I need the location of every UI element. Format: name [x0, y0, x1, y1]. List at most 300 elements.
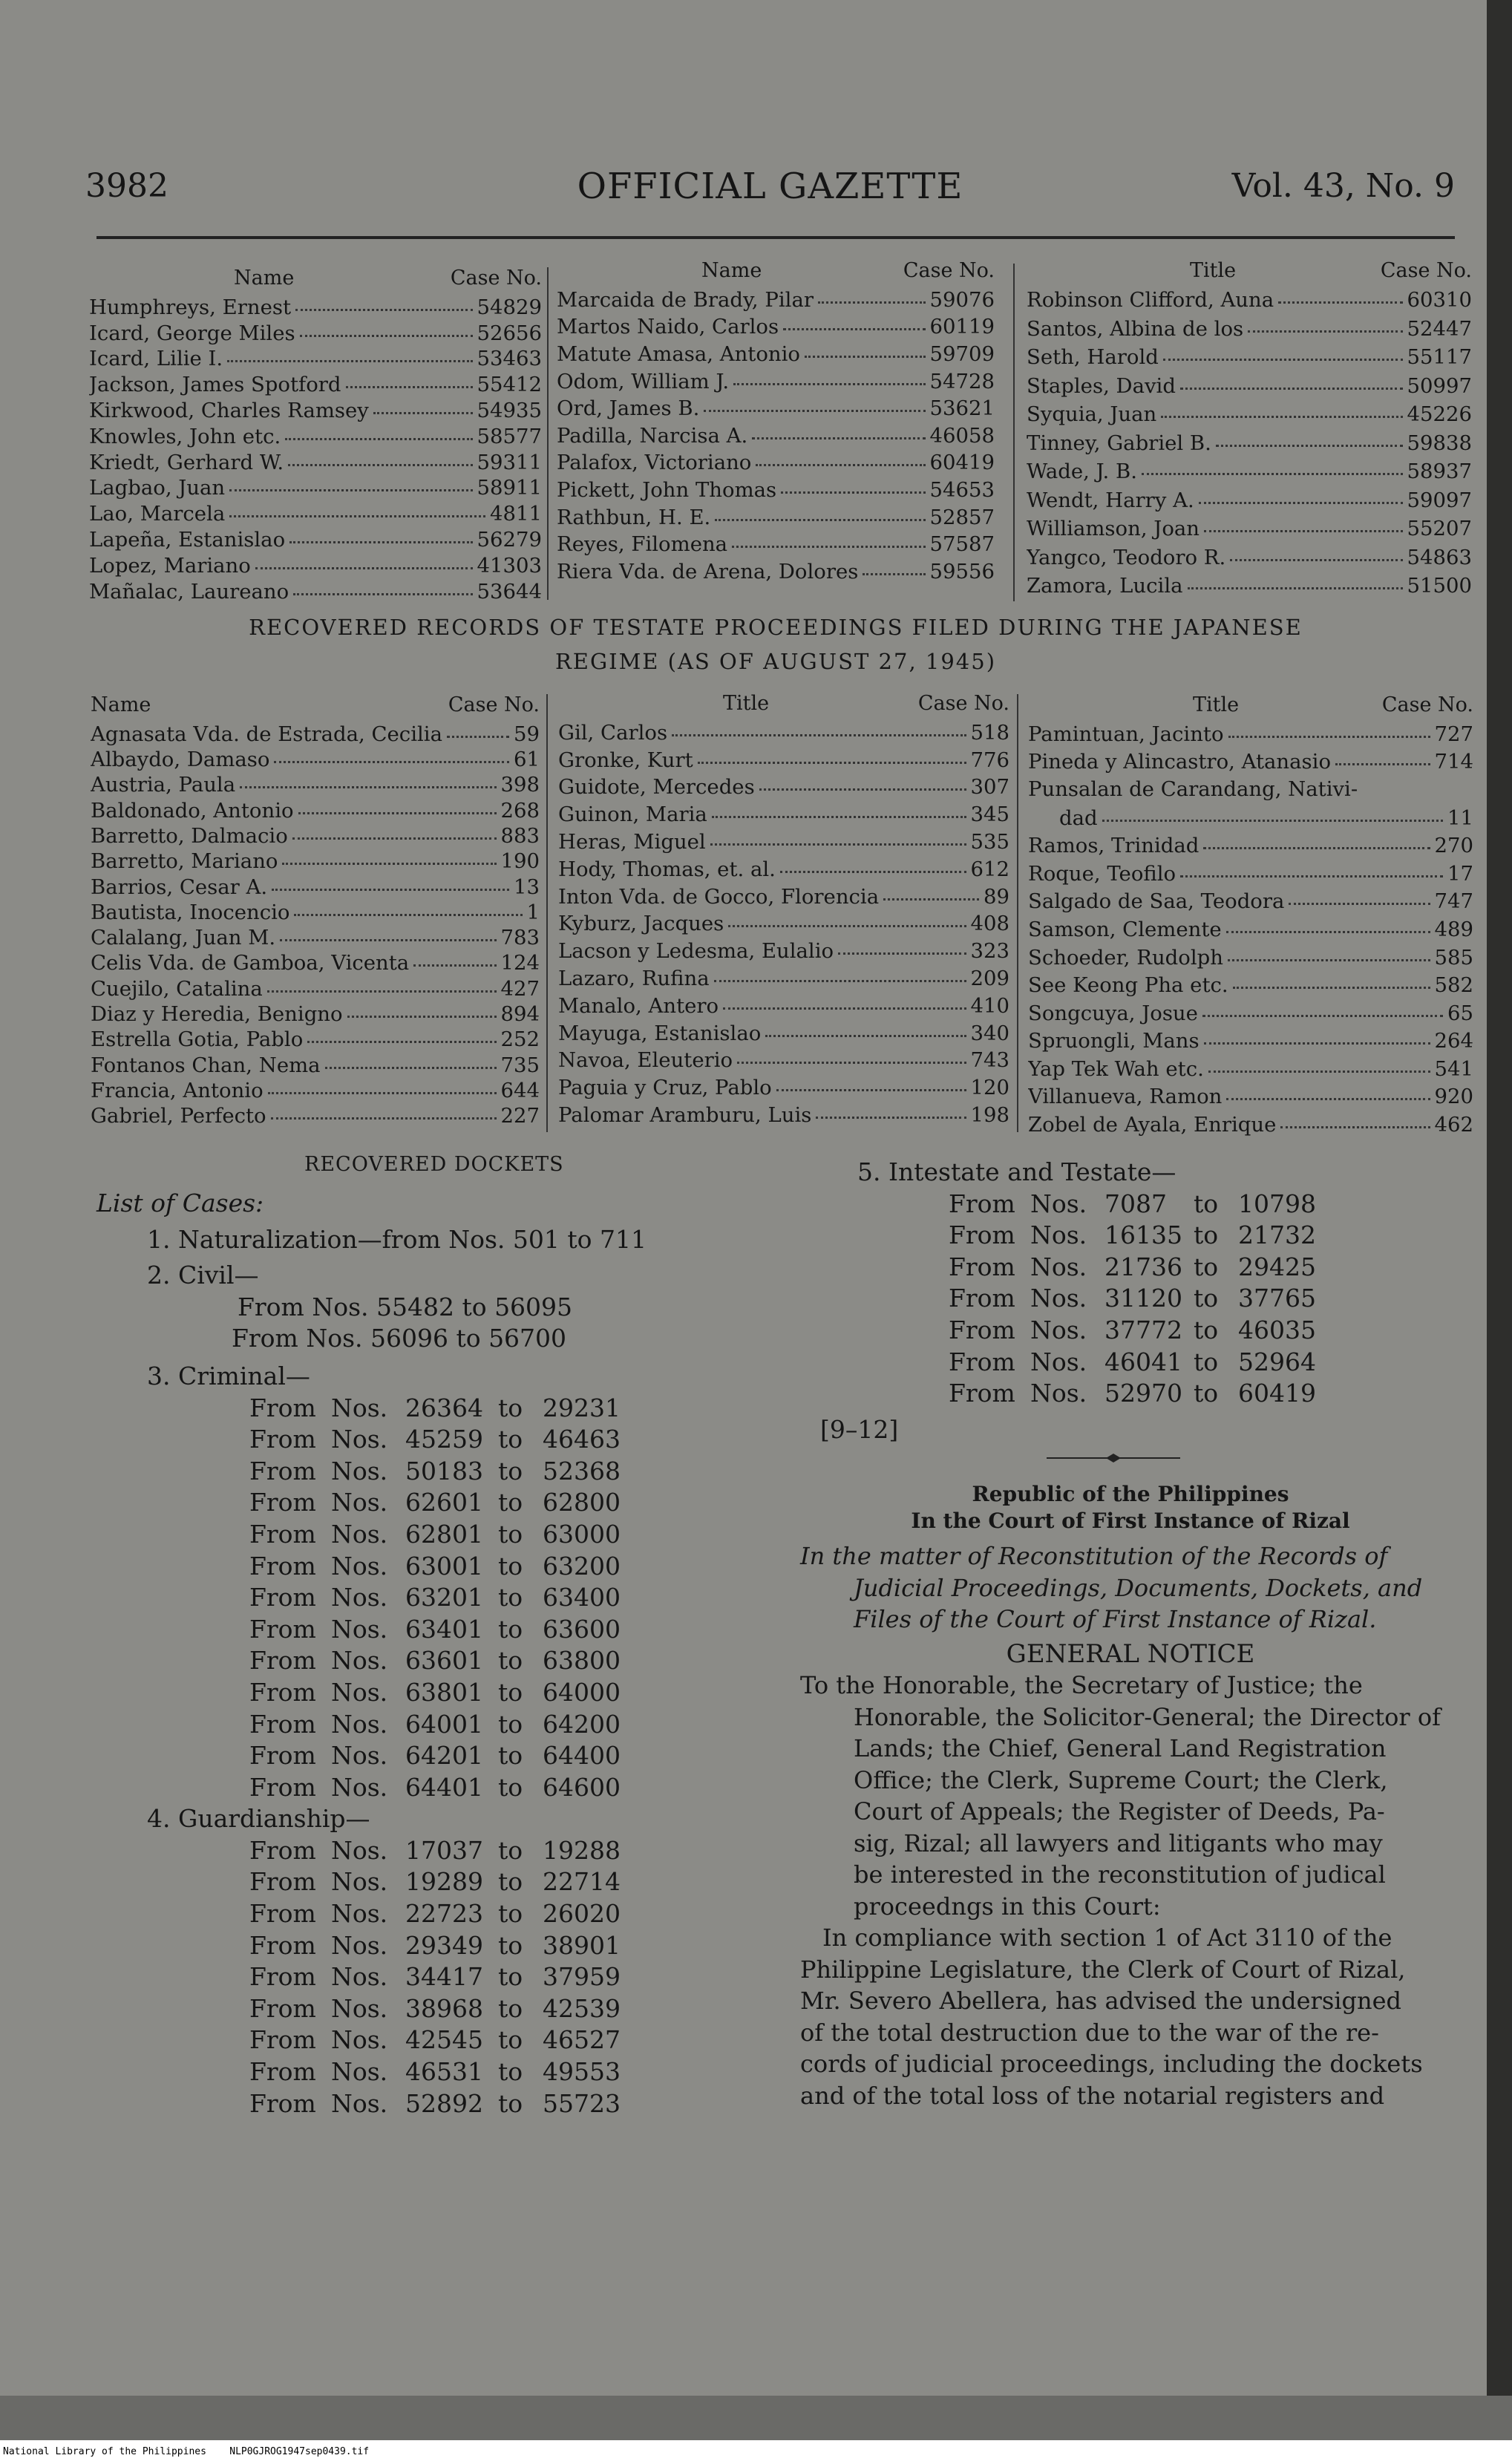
leader-dots	[781, 476, 925, 494]
range-start: 62801	[405, 1519, 483, 1549]
table-row	[558, 1047, 1009, 1074]
table-row	[1027, 372, 1472, 401]
table-row	[89, 526, 542, 552]
entry-name: Pineda y Alincastro, Atanasio	[1028, 750, 1332, 774]
leader-dots	[227, 345, 472, 363]
from-word: From	[949, 1379, 1015, 1408]
leader-dots	[1216, 429, 1403, 447]
case-number: 59076	[929, 287, 995, 312]
case-number: 340	[970, 1021, 1009, 1045]
matter-line-1: In the matter of Reconstitution of the Records of	[800, 1542, 1388, 1570]
general-notice	[800, 1540, 1461, 2111]
from-word: From	[249, 1425, 316, 1454]
leader-dots	[282, 847, 496, 865]
leader-dots	[704, 394, 925, 412]
entry-name: Paguia y Cruz, Pablo	[558, 1076, 772, 1100]
from-word: From	[249, 1646, 316, 1676]
table-row	[557, 340, 995, 367]
case-number: 4811	[490, 502, 542, 526]
to-word: to	[498, 1993, 523, 2023]
from-word: From	[249, 1393, 316, 1422]
entry-name: Reyes, Filomena	[557, 532, 728, 557]
table-row	[558, 992, 1009, 1019]
range-start: 7087	[1104, 1189, 1167, 1218]
leader-dots	[229, 500, 485, 517]
entry-name: Punsalan de Carandang, Nativi-	[1028, 777, 1358, 802]
entry-name: Albaydo, Damaso	[91, 748, 270, 771]
table-row	[89, 448, 542, 474]
table-row	[91, 797, 540, 822]
table-row	[91, 924, 540, 949]
leader-dots	[1188, 572, 1403, 589]
range-start: 17037	[405, 1835, 483, 1865]
case-number: 585	[1434, 945, 1473, 970]
entry-name: Palafox, Victoriano	[557, 451, 752, 475]
table-row	[91, 1076, 540, 1102]
range-end: 46463	[543, 1425, 621, 1454]
from-word: From	[249, 1551, 316, 1581]
nos-word: Nos.	[331, 1456, 388, 1486]
range-start: 64201	[405, 1741, 483, 1771]
case-number: 270	[1434, 834, 1473, 858]
table-row	[91, 1102, 540, 1127]
to-word: to	[1194, 1220, 1219, 1250]
leader-dots	[838, 937, 966, 955]
column-header-title: Title	[1190, 259, 1237, 282]
leader-dots	[710, 828, 966, 846]
leader-dots	[298, 797, 497, 814]
column-header-title: Title	[1193, 693, 1240, 716]
table-row	[89, 578, 542, 604]
entry-name: Icard, George Miles	[89, 321, 295, 345]
range-line	[96, 1424, 750, 1456]
nos-word: Nos.	[331, 2088, 388, 2118]
nos-word: Nos.	[331, 1488, 388, 1517]
case-number: 53644	[477, 579, 542, 604]
entry-name: Jackson, James Spotford	[89, 373, 341, 397]
entry-name: Williamson, Joan	[1027, 517, 1200, 540]
to-word: to	[498, 1741, 523, 1771]
text-line: Honorable, the Solicitor-General; the Director of	[854, 1702, 1441, 1731]
entry-name: Spruongli, Mans	[1028, 1029, 1200, 1053]
table-row	[558, 1019, 1009, 1047]
nos-word: Nos.	[1030, 1347, 1087, 1376]
from-word: From	[249, 1614, 316, 1644]
entry-name: Heras, Miguel	[558, 829, 706, 854]
table-row	[557, 503, 995, 531]
case-number: 735	[500, 1053, 540, 1077]
leader-dots	[733, 367, 925, 385]
entry-name: Cuejilo, Catalina	[91, 976, 263, 1001]
entry-name: Guidote, Mercedes	[558, 775, 755, 800]
table-row	[1027, 572, 1472, 601]
case-number: 920	[1434, 1085, 1473, 1109]
to-word: to	[1194, 1347, 1219, 1376]
range-start: 64001	[405, 1709, 483, 1739]
range-end: 63600	[543, 1614, 621, 1644]
column-divider	[546, 694, 548, 1132]
entry-name: Rathbun, H. E.	[557, 505, 711, 529]
range-end: 46035	[1238, 1315, 1316, 1344]
entry-name: Kyburz, Jacques	[558, 912, 724, 936]
table-row	[1028, 860, 1473, 888]
leader-dots	[272, 873, 509, 891]
from-word: From	[249, 1867, 316, 1897]
entry-name: Knowles, John etc.	[89, 424, 281, 448]
range-start: 37772	[1104, 1315, 1182, 1344]
range-end: 19288	[543, 1835, 621, 1865]
table-row	[91, 873, 540, 898]
entry-name: dad	[1059, 805, 1098, 830]
leader-dots	[285, 422, 472, 440]
leader-dots	[1230, 543, 1402, 561]
gazette-title: OFFICIAL GAZETTE	[577, 166, 963, 207]
dockets-left	[96, 1149, 750, 2120]
case-number: 410	[970, 993, 1009, 1018]
testate-section-heading	[96, 610, 1455, 679]
leader-dots	[1161, 400, 1402, 418]
nos-word: Nos.	[331, 1867, 388, 1897]
table-row	[1028, 720, 1473, 748]
range-start: 63801	[405, 1677, 483, 1707]
table-row	[558, 719, 1009, 746]
range-line	[96, 1393, 750, 1425]
to-word: to	[498, 1899, 523, 1929]
leader-dots	[883, 883, 979, 901]
entry-name: Pickett, John Thomas	[557, 477, 777, 502]
leader-dots	[1203, 831, 1430, 849]
range-end: 46527	[543, 2025, 621, 2055]
range-end: 38901	[543, 1930, 621, 1960]
leader-dots	[347, 1000, 497, 1018]
leader-dots	[1228, 944, 1430, 961]
leader-dots	[307, 1026, 496, 1044]
matter-line-2: Judicial Proceedings, Documents, Dockets, and	[854, 1573, 1423, 1602]
leader-dots	[288, 448, 472, 466]
address-block	[800, 1670, 1461, 1922]
dockets-heading: RECOVERED DOCKETS	[304, 1153, 564, 1176]
entry-name: Seth, Harold	[1027, 345, 1159, 369]
column-header-case: Case No.	[1380, 259, 1472, 282]
table-row	[1028, 831, 1473, 860]
nos-word: Nos.	[331, 1646, 388, 1676]
case-number: 54863	[1407, 545, 1472, 569]
entry-name: Pamintuan, Jacinto	[1028, 722, 1224, 746]
leader-dots	[1233, 971, 1430, 989]
leader-dots	[292, 822, 497, 840]
column-divider	[1017, 694, 1018, 1132]
from-word: From	[249, 1583, 316, 1612]
case-number: 776	[970, 748, 1009, 772]
nos-word: Nos.	[331, 1551, 388, 1581]
nos-word: Nos.	[331, 1772, 388, 1802]
from-word: From	[249, 1677, 316, 1707]
republic-line: Republic of the Philippines	[972, 1482, 1289, 1506]
case-number: 89	[984, 884, 1009, 909]
heading-line-1: RECOVERED RECORDS OF TESTATE PROCEEDINGS FILED DURING THE JAPANESE	[249, 615, 1303, 640]
case-number: 307	[970, 775, 1009, 800]
entry-name: Agnasata Vda. de Estrada, Cecilia	[91, 722, 442, 746]
range-line	[96, 1551, 750, 1583]
table-row	[89, 293, 542, 319]
nos-word: Nos.	[331, 2025, 388, 2055]
from-word: From	[249, 1993, 316, 2023]
range-line	[96, 1645, 750, 1677]
scan-bottom-margin	[0, 2396, 1512, 2440]
text-line: proceedngs in this Court:	[854, 1892, 1161, 1921]
leader-dots	[714, 964, 966, 982]
header-rule	[96, 236, 1455, 239]
leader-dots	[373, 396, 473, 414]
list-of-cases-label: List of Cases:	[96, 1189, 264, 1218]
case-number: 55412	[477, 373, 542, 397]
nos-word: Nos.	[331, 1930, 388, 1960]
leader-dots	[447, 720, 509, 738]
range-line	[96, 1677, 750, 1709]
case-number: 198	[970, 1102, 1009, 1127]
table-row	[558, 746, 1009, 774]
case-number: 46058	[929, 423, 995, 448]
entry-name: Baldonado, Antonio	[91, 798, 294, 823]
case-number: 252	[500, 1027, 540, 1051]
range-line	[949, 1378, 1451, 1410]
nos-word: Nos.	[331, 1835, 388, 1865]
table-row	[558, 964, 1009, 992]
range-end: 52964	[1238, 1347, 1316, 1376]
case-number: 59311	[477, 450, 542, 474]
range-start: 64401	[405, 1772, 483, 1802]
table-row	[1028, 776, 1473, 804]
case-number: 535	[970, 829, 1009, 854]
matter-line-3: Files of the Court of First Instance of Rizal.	[854, 1605, 1377, 1633]
column-divider	[547, 267, 549, 600]
leader-dots	[1278, 286, 1402, 304]
from-word: From	[249, 1962, 316, 1992]
to-word: to	[498, 1677, 523, 1707]
text-line: sig, Rizal; all lawyers and litigants who may	[854, 1828, 1383, 1857]
entry-name: Mañalac, Laureano	[89, 579, 289, 604]
case-number: 13	[514, 875, 540, 899]
table-row	[1028, 999, 1473, 1027]
leader-dots	[1202, 999, 1443, 1017]
table-row	[1027, 429, 1472, 458]
civil-range-1: From Nos. 55482 to 56095	[238, 1292, 573, 1321]
entry-name: Yap Tek Wah etc.	[1028, 1056, 1204, 1081]
range-line	[96, 1519, 750, 1551]
table-row	[1028, 1083, 1473, 1111]
table-row	[91, 720, 540, 745]
range-line	[96, 1835, 750, 1867]
leader-dots	[413, 950, 496, 967]
entry-name: Inton Vda. de Gocco, Florencia	[558, 884, 880, 909]
entry-name: Manalo, Antero	[558, 993, 719, 1018]
leader-dots	[1163, 343, 1403, 361]
range-start: 46041	[1104, 1347, 1182, 1376]
range-end: 22714	[543, 1867, 621, 1897]
intestate-label: 5. Intestate and Testate—	[857, 1157, 1176, 1186]
range-start: 42545	[405, 2025, 483, 2055]
column-header-case: Case No.	[903, 259, 995, 282]
range-line	[96, 1614, 750, 1646]
nos-word: Nos.	[1030, 1220, 1087, 1250]
entry-name: Samson, Clemente	[1028, 917, 1222, 941]
leader-dots	[295, 293, 473, 311]
range-end: 63200	[543, 1551, 621, 1581]
case-number: 58937	[1407, 460, 1472, 483]
nos-word: Nos.	[331, 1709, 388, 1739]
entry-name: Ramos, Trinidad	[1028, 834, 1200, 858]
entry-name: Marcaida de Brady, Pilar	[557, 287, 814, 312]
table-row	[557, 367, 995, 395]
entry-name: Wade, J. B.	[1027, 460, 1137, 483]
from-word: From	[249, 1899, 316, 1929]
text-line: Court of Appeals; the Register of Deeds, Pa-	[854, 1797, 1385, 1826]
nos-word: Nos.	[1030, 1379, 1087, 1408]
dockets-right	[820, 1157, 1451, 1445]
leader-dots	[1102, 804, 1443, 822]
range-start: 19289	[405, 1867, 483, 1897]
range-line	[96, 1993, 750, 2025]
entry-name: Odom, William J.	[557, 369, 730, 393]
civil-range-2: From Nos. 56096 to 56700	[232, 1324, 567, 1353]
entry-name: Staples, David	[1027, 373, 1176, 398]
range-line	[949, 1347, 1451, 1379]
table-row	[1027, 343, 1472, 372]
nos-word: Nos.	[331, 1993, 388, 2023]
leader-dots	[255, 552, 473, 569]
range-start: 38968	[405, 1993, 483, 2023]
table-row	[91, 950, 540, 975]
leader-dots	[698, 746, 966, 764]
entry-name: Francia, Antonio	[91, 1078, 264, 1102]
case-number: 45226	[1407, 402, 1472, 426]
entry-name: Guinon, Maria	[558, 803, 707, 827]
range-end: 63800	[543, 1646, 621, 1676]
entry-name: Roque, Teofilo	[1028, 861, 1176, 886]
range-start: 52970	[1104, 1379, 1182, 1408]
leader-dots	[289, 526, 472, 543]
case-number: 60310	[1407, 288, 1472, 312]
table-row	[557, 313, 995, 341]
table-row	[89, 552, 542, 578]
entry-name: Gabriel, Perfecto	[91, 1104, 266, 1128]
leader-dots	[756, 449, 925, 467]
case-number: 53463	[477, 347, 542, 371]
range-start: 50183	[405, 1456, 483, 1486]
to-word: to	[498, 1393, 523, 1422]
range-end: 21732	[1238, 1220, 1316, 1250]
entry-name: Salgado de Saa, Teodora	[1028, 889, 1285, 914]
from-word: From	[949, 1189, 1015, 1218]
case-number: 54653	[929, 477, 995, 502]
range-start: 34417	[405, 1962, 483, 1992]
case-number: 61	[514, 748, 540, 771]
range-line	[949, 1189, 1451, 1220]
leader-dots	[728, 910, 966, 928]
range-line	[96, 1772, 750, 1804]
leader-dots	[229, 474, 472, 492]
table-row	[91, 847, 540, 872]
from-word: From	[249, 1772, 316, 1802]
text-line: In compliance with section 1 of Act 3110 of the	[822, 1924, 1392, 1952]
entry-name: Robinson Clifford, Auna	[1027, 288, 1274, 312]
range-line	[949, 1283, 1451, 1315]
nos-word: Nos.	[1030, 1284, 1087, 1313]
to-word: to	[498, 1962, 523, 1992]
table-row	[557, 476, 995, 503]
entry-name: Syquia, Juan	[1027, 402, 1157, 426]
range-line	[949, 1220, 1451, 1252]
nos-word: Nos.	[331, 1741, 388, 1771]
from-word: From	[949, 1347, 1015, 1376]
entry-name: Gil, Carlos	[558, 720, 668, 745]
case-number: 190	[500, 849, 540, 873]
entry-name: See Keong Pha etc.	[1028, 973, 1228, 998]
case-number: 11	[1447, 805, 1473, 830]
criminal-ranges	[96, 1393, 750, 1804]
to-word: to	[498, 1456, 523, 1486]
case-number: 264	[1434, 1029, 1473, 1053]
range-line	[96, 1740, 750, 1772]
leader-dots	[752, 422, 925, 439]
range-end: 63400	[543, 1583, 621, 1612]
leader-dots	[759, 774, 966, 791]
range-start: 22723	[405, 1899, 483, 1929]
range-end: 49553	[543, 2057, 621, 2087]
intestate-ranges	[857, 1189, 1451, 1410]
case-number: 50997	[1407, 373, 1472, 398]
table-row	[558, 828, 1009, 855]
column-header-name: Name	[91, 693, 151, 716]
court-line: In the Court of First Instance of Rizal	[911, 1509, 1350, 1533]
column-divider	[1013, 264, 1015, 601]
range-line	[949, 1252, 1451, 1284]
case-number: 714	[1434, 750, 1473, 774]
case-number: 227	[500, 1104, 540, 1128]
case-number: 518	[970, 720, 1009, 745]
criminal-label: 3. Criminal—	[147, 1361, 310, 1390]
leader-dots	[1208, 1055, 1430, 1073]
case-number: 345	[970, 803, 1009, 827]
guardianship-ranges	[96, 1835, 750, 2120]
entry-name: Humphreys, Ernest	[89, 295, 292, 319]
table-row	[89, 319, 542, 345]
footer-bar	[0, 2440, 1512, 2461]
range-start: 52892	[405, 2088, 483, 2118]
case-number: 612	[970, 857, 1009, 881]
nos-word: Nos.	[331, 1393, 388, 1422]
leader-dots	[293, 578, 472, 595]
range-line	[96, 2024, 750, 2056]
from-word: From	[249, 1519, 316, 1549]
to-word: to	[498, 1835, 523, 1865]
table-row	[558, 855, 1009, 883]
leader-dots	[300, 319, 473, 337]
table-row	[1028, 944, 1473, 972]
range-line	[949, 1315, 1451, 1347]
table-row	[1027, 400, 1472, 429]
entry-name: Barrios, Cesar A.	[91, 875, 268, 899]
leader-dots	[765, 1019, 966, 1037]
range-end: 37959	[543, 1962, 621, 1992]
nos-word: Nos.	[1030, 1252, 1087, 1281]
case-number: 65	[1447, 1001, 1473, 1025]
table-row	[558, 800, 1009, 828]
table-row	[1027, 457, 1472, 486]
to-word: to	[498, 1519, 523, 1549]
to-word: to	[498, 1583, 523, 1612]
table-row	[91, 771, 540, 797]
